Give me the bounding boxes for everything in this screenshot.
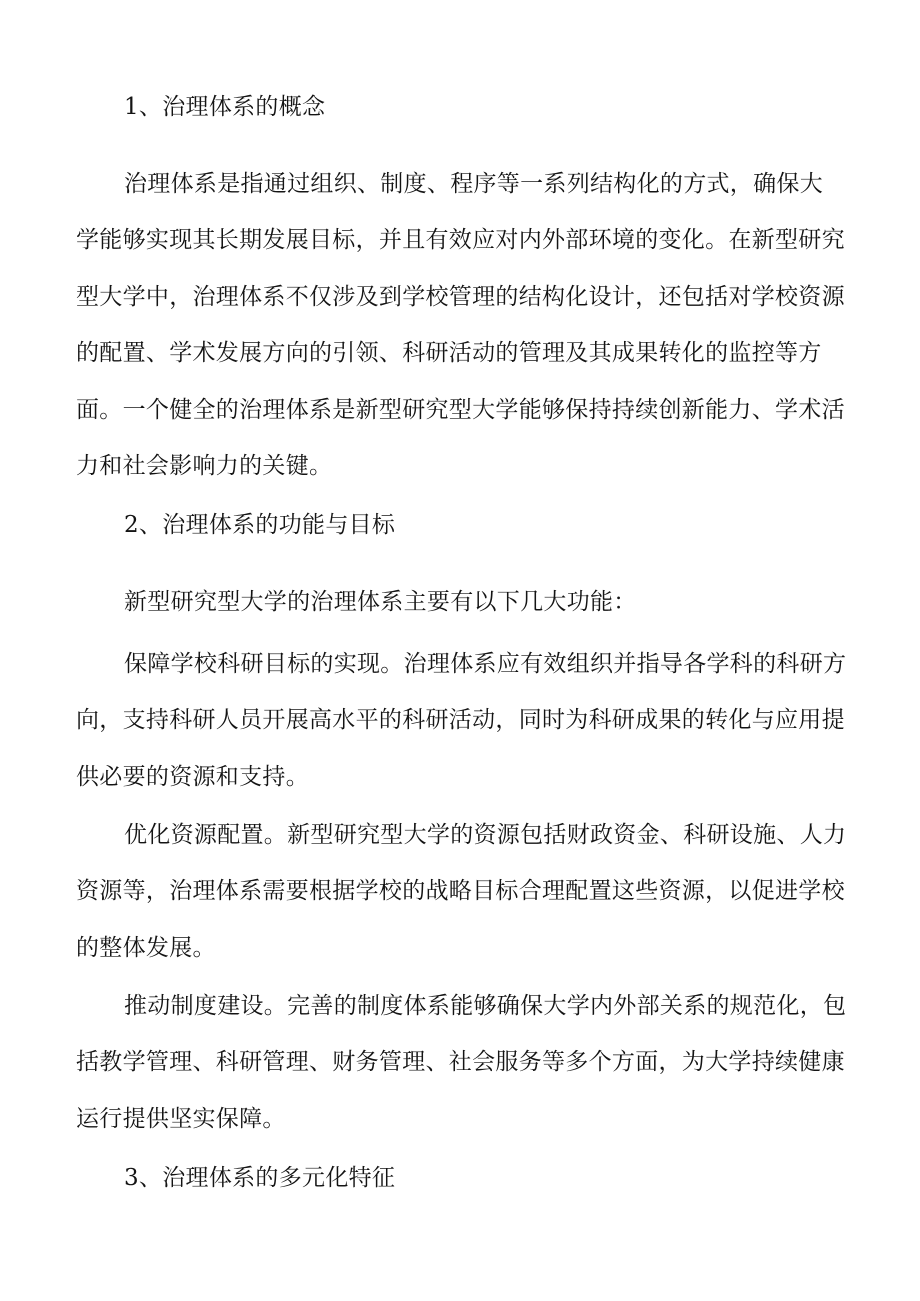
paragraph-line: 面。一个健全的治理体系是新型研究型大学能够保持持续创新能力、学术活: [76, 397, 845, 423]
paragraph-line: 优化资源配置。新型研究型大学的资源包括财政资金、科研设施、人力: [124, 822, 847, 848]
paragraph-line: 括教学管理、科研管理、财务管理、社会服务等多个方面，为大学持续健康: [76, 1049, 845, 1075]
paragraph-line: 推动制度建设。完善的制度体系能够确保大学内外部关系的规范化，包: [124, 993, 847, 1019]
paragraph-line: 向，支持科研人员开展高水平的科研活动，同时为科研成果的转化与应用提: [76, 707, 845, 733]
paragraph-functions-intro: 新型研究型大学的治理体系主要有以下几大功能：: [124, 589, 637, 615]
paragraph-line: 供必要的资源和支持。: [76, 764, 309, 790]
section-heading-1: 1、治理体系的概念: [124, 94, 326, 120]
paragraph-line: 治理体系是指通过组织、制度、程序等一系列结构化的方式，确保大: [124, 171, 823, 197]
paragraph-line: 的配置、学术发展方向的引领、科研活动的管理及其成果转化的监控等方: [76, 340, 822, 366]
paragraph-line: 学能够实现其长期发展目标，并且有效应对内外部环境的变化。在新型研究: [76, 227, 845, 253]
section-heading-2: 2、治理体系的功能与目标: [124, 512, 396, 538]
paragraph-line: 的整体发展。: [76, 935, 216, 961]
paragraph-line: 保障学校科研目标的实现。治理体系应有效组织并指导各学科的科研方: [124, 651, 847, 677]
paragraph-line: 资源等，治理体系需要根据学校的战略目标合理配置这些资源，以促进学校: [76, 878, 845, 904]
section-heading-3: 3、治理体系的多元化特征: [124, 1165, 396, 1191]
paragraph-line: 运行提供坚实保障。: [76, 1106, 286, 1132]
paragraph-line: 型大学中，治理体系不仅涉及到学校管理的结构化设计，还包括对学校资源: [76, 284, 845, 310]
paragraph-line: 力和社会影响力的关键。: [76, 453, 333, 479]
